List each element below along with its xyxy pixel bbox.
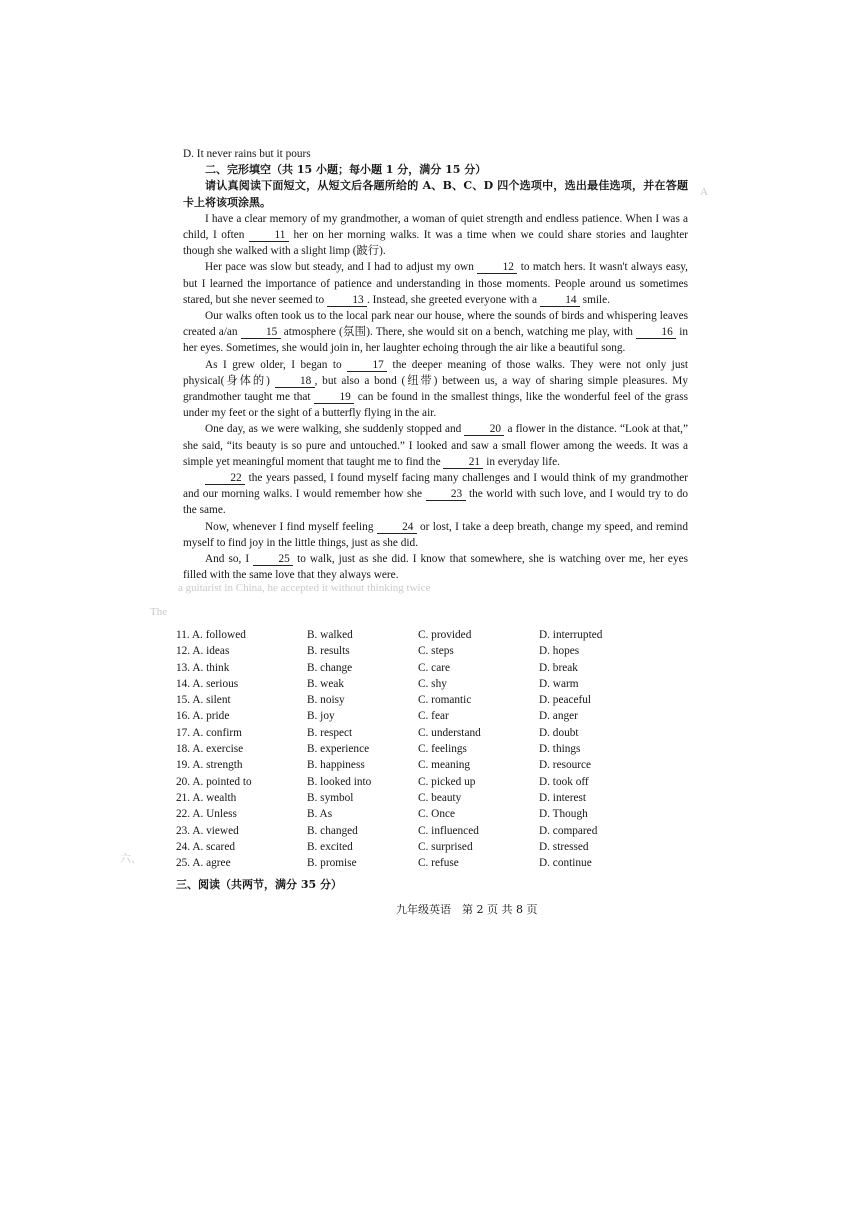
option-row-19: [176, 757, 696, 773]
blank-11[interactable]: 11: [249, 229, 289, 242]
blank-16[interactable]: 16: [636, 326, 676, 339]
option-21-d[interactable]: D. interest: [539, 791, 587, 804]
blank-25[interactable]: 25: [253, 553, 293, 566]
option-16-c[interactable]: C. fear: [418, 710, 449, 723]
option-12-c[interactable]: C. steps: [418, 645, 454, 658]
blank-17[interactable]: 17: [347, 359, 387, 372]
option-12-b[interactable]: B. results: [307, 645, 350, 658]
option-11-b[interactable]: B. walked: [307, 629, 353, 641]
option-15-b[interactable]: B. noisy: [307, 694, 345, 707]
blank-15[interactable]: 15: [241, 326, 281, 339]
section-2-instruction: 请认真阅读下面短文，从短文后各题所给的 A、B、C、D 四个选项中，选出最佳选项，并在答题卡上将该项涂黑。: [183, 179, 688, 209]
option-25-b[interactable]: B. promise: [307, 857, 357, 870]
bleed-through-right-1: A: [700, 186, 708, 198]
option-22-d[interactable]: D. Though: [539, 808, 588, 821]
option-16-a[interactable]: 16. A. pride: [176, 710, 230, 723]
option-24-b[interactable]: B. excited: [307, 840, 353, 853]
option-13-b[interactable]: B. change: [307, 661, 353, 674]
blank-21[interactable]: 21: [443, 456, 483, 469]
option-17-c[interactable]: C. understand: [418, 726, 481, 739]
option-15-c[interactable]: C. romantic: [418, 694, 472, 707]
option-17-b[interactable]: B. respect: [307, 726, 353, 739]
option-22-c[interactable]: C. Once: [418, 808, 456, 821]
option-row-20: [176, 774, 696, 790]
option-24-c[interactable]: C. surprised: [418, 840, 473, 853]
option-21-a[interactable]: 21. A. wealth: [176, 791, 237, 804]
option-23-b[interactable]: B. changed: [307, 824, 358, 837]
option-19-a[interactable]: 19. A. strength: [176, 759, 243, 772]
option-row-22: [176, 806, 696, 822]
previous-option-text: D. It never rains but it pours: [183, 148, 311, 160]
page-footer: 九年级英语 第 2 页 共 8 页: [396, 903, 538, 916]
blank-23[interactable]: 23: [426, 488, 466, 501]
option-19-d[interactable]: D. resource: [539, 759, 592, 772]
blank-22[interactable]: 22: [205, 472, 245, 485]
option-18-b[interactable]: B. experience: [307, 743, 370, 756]
blank-14[interactable]: 14: [540, 294, 580, 307]
option-20-d[interactable]: D. took off: [539, 775, 589, 788]
option-18-a[interactable]: 18. A. exercise: [176, 743, 244, 756]
option-19-b[interactable]: B. happiness: [307, 759, 365, 772]
option-20-a[interactable]: 20. A. pointed to: [176, 775, 252, 788]
option-14-a[interactable]: 14. A. serious: [176, 677, 239, 690]
option-23-c[interactable]: C. influenced: [418, 824, 479, 837]
option-row-21: [176, 790, 696, 806]
main-text: [183, 146, 688, 583]
passage-paragraph-4: As I grew older, I began to 17 the deeper meaning of those walks. They were not only just physical(身体的) 18 , but also a bond (纽带) between us, a way of sharing simple pleasures. My grandmother taught me that 19 can be found in the smallest things, like the wonderful feel of the grass under my feet or the sight of a butterfly flying in the air.: [183, 358, 688, 420]
passage-paragraph-3: Our walks often took us to the local park near our house, where the sounds of birds and whispering leaves created a/an 15 atmosphere (氛围). There, she would sit on a bench, watching me play, with 16 in her eyes. Sometimes, she would join in, her laughter echoing through the air like a beautiful song.: [183, 310, 688, 355]
option-13-c[interactable]: C. care: [418, 661, 450, 674]
bleed-through-left-2: The: [150, 606, 168, 618]
bleed-through-right-2: 六、: [120, 853, 142, 865]
option-row-15: [176, 692, 696, 708]
option-row-14: [176, 676, 696, 692]
option-row-17: [176, 725, 696, 741]
passage-paragraph-8: And so, I 25 to walk, just as she did. I know that somewhere, she is watching over me, her eyes filled with the same love that they always were.: [183, 553, 688, 582]
option-20-b[interactable]: B. looked into: [307, 775, 372, 788]
option-row-11: [176, 627, 696, 643]
option-25-c[interactable]: C. refuse: [418, 857, 459, 870]
option-14-d[interactable]: D. warm: [539, 677, 579, 690]
blank-20[interactable]: 20: [464, 423, 504, 436]
option-18-d[interactable]: D. things: [539, 743, 581, 756]
option-12-d[interactable]: D. hopes: [539, 645, 580, 658]
option-20-c[interactable]: C. picked up: [418, 775, 476, 788]
option-25-d[interactable]: D. continue: [539, 857, 592, 870]
option-row-16: [176, 708, 696, 724]
blank-13[interactable]: 13: [327, 294, 367, 307]
option-15-d[interactable]: D. peaceful: [539, 694, 592, 707]
option-11-d[interactable]: D. interrupted: [539, 629, 603, 641]
passage-paragraph-6: 22 the years passed, I found myself facing many challenges and I would think of my grandmother and our morning walks. I would remember how she 23 the world with such love, and I would try to do the same.: [183, 472, 688, 517]
option-row-23: [176, 823, 696, 839]
option-row-24: [176, 839, 696, 855]
option-15-a[interactable]: 15. A. silent: [176, 694, 231, 707]
option-11-c[interactable]: C. provided: [418, 629, 472, 641]
passage-paragraph-7: Now, whenever I find myself feeling 24 or lost, I take a deep breath, change my speed, and remind myself to find joy in the little things, just as she did.: [183, 520, 688, 549]
bleed-through-left-1: a guitarist in China, he accepted it without thinking twice: [178, 582, 431, 594]
option-22-a[interactable]: 22. A. Unless: [176, 808, 237, 821]
option-24-a[interactable]: 24. A. scared: [176, 840, 235, 853]
option-19-c[interactable]: C. meaning: [418, 759, 471, 772]
option-23-a[interactable]: 23. A. viewed: [176, 824, 239, 837]
option-row-18: [176, 741, 696, 757]
option-14-b[interactable]: B. weak: [307, 677, 345, 690]
blank-12[interactable]: 12: [477, 261, 517, 274]
section-3-heading: 三、阅读（共两节，满分 35 分）: [176, 878, 342, 891]
option-16-d[interactable]: D. anger: [539, 710, 578, 723]
option-22-b[interactable]: B. As: [307, 808, 333, 821]
blank-18[interactable]: 18: [275, 375, 315, 388]
option-16-b[interactable]: B. joy: [307, 710, 335, 723]
option-21-c[interactable]: C. beauty: [418, 791, 462, 804]
option-25-a[interactable]: 25. A. agree: [176, 857, 231, 870]
blank-19[interactable]: 19: [314, 391, 354, 404]
option-row-12: [176, 643, 696, 659]
option-18-c[interactable]: C. feelings: [418, 743, 467, 756]
section-2-heading: 二、完形填空（共 15 小题；每小题 1 分，满分 15 分）: [205, 163, 487, 177]
option-row-25: [176, 855, 696, 871]
option-21-b[interactable]: B. symbol: [307, 791, 354, 804]
passage-paragraph-1: I have a clear memory of my grandmother, a woman of quiet strength and endless patience. When I was a child, I often 11 her on her morning walks. It was a time when we could share stories and laughter though she walked with a slight limp (跛行).: [183, 212, 689, 258]
option-13-a[interactable]: 13. A. think: [176, 661, 230, 674]
option-23-d[interactable]: D. compared: [539, 824, 598, 837]
option-11-a[interactable]: 11. A. followed: [176, 629, 246, 641]
blank-24[interactable]: 24: [377, 521, 417, 534]
option-row-13: [176, 660, 696, 676]
option-14-c[interactable]: C. shy: [418, 677, 447, 690]
passage-paragraph-5: One day, as we were walking, she suddenly stopped and 20 a flower in the distance. “Look at that,” she said, “its beauty is so pure and untouched.” I looked and saw a small flower among the weeds. It was a simple yet meaningful moment that taught me to find the 21 in everyday life.: [183, 423, 688, 468]
option-24-d[interactable]: D. stressed: [539, 840, 589, 853]
option-17-d[interactable]: D. doubt: [539, 726, 579, 739]
option-13-d[interactable]: D. break: [539, 661, 578, 674]
answer-options: [176, 627, 696, 871]
option-12-a[interactable]: 12. A. ideas: [176, 645, 230, 658]
passage-paragraph-2: Her pace was slow but steady, and I had to adjust my own 12 to match hers. It wasn't always easy, but I learned the importance of patience and understanding in those moments. People around us sometimes stared, but she never seemed to 13 . Instead, she greeted everyone with a 14 smile.: [183, 261, 688, 306]
option-17-a[interactable]: 17. A. confirm: [176, 726, 242, 739]
